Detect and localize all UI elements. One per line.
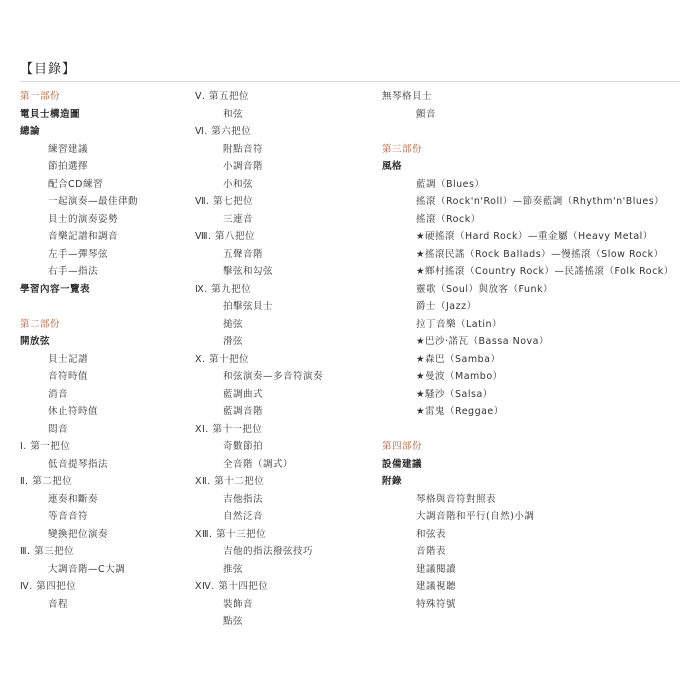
toc-subentry[interactable]: 點弦 <box>223 616 244 627</box>
toc-subentry[interactable]: 小和弦 <box>223 178 254 190</box>
toc-subentry[interactable]: 配合CD練習 <box>48 178 103 190</box>
toc-subentry[interactable]: 吉他指法 <box>223 493 264 505</box>
toc-chapter-entry[interactable]: XⅢ. 第十三把位 <box>195 528 267 540</box>
toc-chapter-entry[interactable]: 學習內容一覽表 <box>20 283 91 295</box>
toc-subentry[interactable]: 附點音符 <box>223 143 264 155</box>
toc-subentry[interactable]: 滑弦 <box>223 336 244 347</box>
toc-subentry[interactable]: 搖滾（Rock'n'Roll）—節奏藍調（Rhythm'n'Blues） <box>416 196 665 207</box>
toc-subentry[interactable]: 消音 <box>48 388 69 400</box>
toc-subentry[interactable]: 藍調（Blues） <box>416 178 485 190</box>
toc-chapter-entry[interactable]: Ⅴ. 第五把位 <box>195 91 250 102</box>
toc-part-heading[interactable]: 第二部份 <box>20 318 61 330</box>
toc-subentry[interactable]: 節拍選擇 <box>48 161 89 172</box>
toc-subentry[interactable]: 無琴格貝士 <box>382 91 433 102</box>
toc-subentry[interactable]: 音階表 <box>416 546 447 557</box>
toc-subentry[interactable]: ★搖滾民謠（Rock Ballads）—慢搖滾（Slow Rock） <box>416 248 664 260</box>
toc-subentry[interactable]: 右手—指法 <box>48 266 99 277</box>
toc-subentry[interactable]: 音樂記譜和調音 <box>48 231 119 242</box>
toc-subentry[interactable]: 特殊符號 <box>416 598 457 610</box>
toc-chapter-entry[interactable]: Ⅸ. 第九把位 <box>195 283 252 295</box>
section-spacer <box>20 298 200 316</box>
toc-chapter-entry[interactable]: XⅡ. 第十二把位 <box>195 476 265 487</box>
toc-subentry[interactable]: 左手—彈琴弦 <box>48 248 109 260</box>
toc-chapter-entry[interactable]: Ⅵ. 第六把位 <box>195 126 252 137</box>
toc-subentry[interactable]: 拍擊弦貝士 <box>223 301 274 312</box>
toc-chapter-entry[interactable]: Ⅰ. 第一把位 <box>20 441 71 452</box>
toc-subentry[interactable]: 建議閱讀 <box>416 563 457 575</box>
title-divider <box>20 81 680 82</box>
toc-subentry[interactable]: ★巴沙·諾瓦（Bassa Nova） <box>416 336 549 347</box>
toc-column-3 <box>382 88 682 613</box>
toc-part-heading[interactable]: 第一部份 <box>20 91 61 102</box>
section-spacer <box>382 421 682 439</box>
toc-subentry[interactable]: 全音階（調式） <box>223 458 294 470</box>
toc-subentry[interactable]: 琴格與音符對照表 <box>416 493 497 505</box>
toc-subentry[interactable]: 一起演奏—最佳律動 <box>48 196 139 207</box>
toc-subentry[interactable]: 奇數節拍 <box>223 441 264 452</box>
toc-subentry[interactable]: 搖滾（Rock） <box>416 213 481 225</box>
toc-subentry[interactable]: 和弦 <box>223 108 244 120</box>
toc-subentry[interactable]: 和弦演奏—多音符演奏 <box>223 371 324 382</box>
toc-subentry[interactable]: 音程 <box>48 598 69 610</box>
toc-subentry[interactable]: 爵士（Jazz） <box>416 301 477 312</box>
toc-subentry[interactable]: 推弦 <box>223 563 244 575</box>
toc-subentry[interactable]: ★騷沙（Salsa） <box>416 388 493 400</box>
toc-chapter-entry[interactable]: Ⅱ. 第二把位 <box>20 476 73 487</box>
toc-subentry[interactable]: 悶音 <box>48 423 69 435</box>
toc-chapter-entry[interactable]: 開放弦 <box>20 336 51 347</box>
toc-subentry[interactable]: 擊弦和勾弦 <box>223 266 274 277</box>
toc-subentry[interactable]: ★硬搖滾（Hard Rock）—重金屬（Heavy Metal） <box>416 231 653 242</box>
toc-chapter-entry[interactable]: Ⅶ. 第七把位 <box>195 196 254 207</box>
toc-subentry[interactable]: 連奏和斷奏 <box>48 493 99 505</box>
toc-subentry[interactable]: 休止符時值 <box>48 406 99 417</box>
toc-chapter-entry[interactable]: 電貝士構造圖 <box>20 108 81 120</box>
section-spacer <box>382 123 682 141</box>
toc-chapter-entry[interactable]: 附錄 <box>382 476 403 487</box>
page-title: 【目錄】 <box>20 62 77 77</box>
toc-subentry[interactable]: 音符時值 <box>48 371 89 382</box>
toc-chapter-entry[interactable]: 設備建議 <box>382 458 423 470</box>
toc-subentry[interactable]: 拉丁音樂（Latin） <box>416 318 502 330</box>
toc-chapter-entry[interactable]: Ⅹ. 第十把位 <box>195 353 250 365</box>
toc-subentry[interactable]: 吉他的指法撥弦技巧 <box>223 546 314 557</box>
toc-chapter-entry[interactable]: Ⅷ. 第八把位 <box>195 231 256 242</box>
toc-subentry[interactable]: 大調音階—C大調 <box>48 563 126 575</box>
toc-subentry[interactable]: 五聲音階 <box>223 248 264 260</box>
toc-subentry[interactable]: 練習建議 <box>48 143 89 155</box>
toc-subentry[interactable]: 藍調曲式 <box>223 388 264 400</box>
toc-chapter-entry[interactable]: 總論 <box>20 126 41 137</box>
toc-subentry[interactable]: 搥弦 <box>223 318 244 330</box>
toc-subentry[interactable]: ★鄉村搖滾（Country Rock）—民謠搖滾（Folk Rock） <box>416 266 674 277</box>
toc-subentry[interactable]: 和弦表 <box>416 528 447 540</box>
toc-subentry[interactable]: 低音提琴指法 <box>48 458 109 470</box>
toc-subentry[interactable]: 藍調音階 <box>223 406 264 417</box>
toc-subentry[interactable]: 靈歌（Soul）與放客（Funk） <box>416 283 553 295</box>
toc-chapter-entry[interactable]: XⅣ. 第十四把位 <box>195 581 269 592</box>
toc-subentry[interactable]: 貝士的演奏姿勢 <box>48 213 119 225</box>
toc-subentry[interactable]: 小調音階 <box>223 161 264 172</box>
toc-subentry[interactable]: 自然泛音 <box>223 511 264 522</box>
toc-subentry[interactable]: 貝士記譜 <box>48 353 89 365</box>
toc-chapter-entry[interactable]: XⅠ. 第十一把位 <box>195 423 263 435</box>
toc-subentry[interactable]: 建議視聽 <box>416 581 457 592</box>
toc-column-1 <box>20 88 200 613</box>
toc-chapter-entry[interactable]: 風格 <box>382 161 403 172</box>
toc-subentry[interactable]: 顫音 <box>416 108 437 120</box>
toc-column-2 <box>195 88 385 631</box>
toc-subentry[interactable]: ★雷鬼（Reggae） <box>416 406 504 417</box>
toc-subentry[interactable]: ★曼波（Mambo） <box>416 371 503 382</box>
toc-part-heading[interactable]: 第三部份 <box>382 143 423 155</box>
toc-chapter-entry[interactable]: Ⅲ. 第三把位 <box>20 546 75 557</box>
toc-subentry[interactable]: 變換把位演奏 <box>48 528 109 540</box>
toc-subentry[interactable]: 三連音 <box>223 213 254 225</box>
toc-chapter-entry[interactable]: Ⅳ. 第四把位 <box>20 581 77 592</box>
toc-subentry[interactable]: 大調音階和平行(自然)小調 <box>416 511 535 522</box>
toc-part-heading[interactable]: 第四部份 <box>382 441 423 452</box>
toc-subentry[interactable]: 等音音符 <box>48 511 89 522</box>
toc-subentry[interactable]: ★森巴（Samba） <box>416 353 501 365</box>
toc-subentry[interactable]: 裝飾音 <box>223 598 254 610</box>
